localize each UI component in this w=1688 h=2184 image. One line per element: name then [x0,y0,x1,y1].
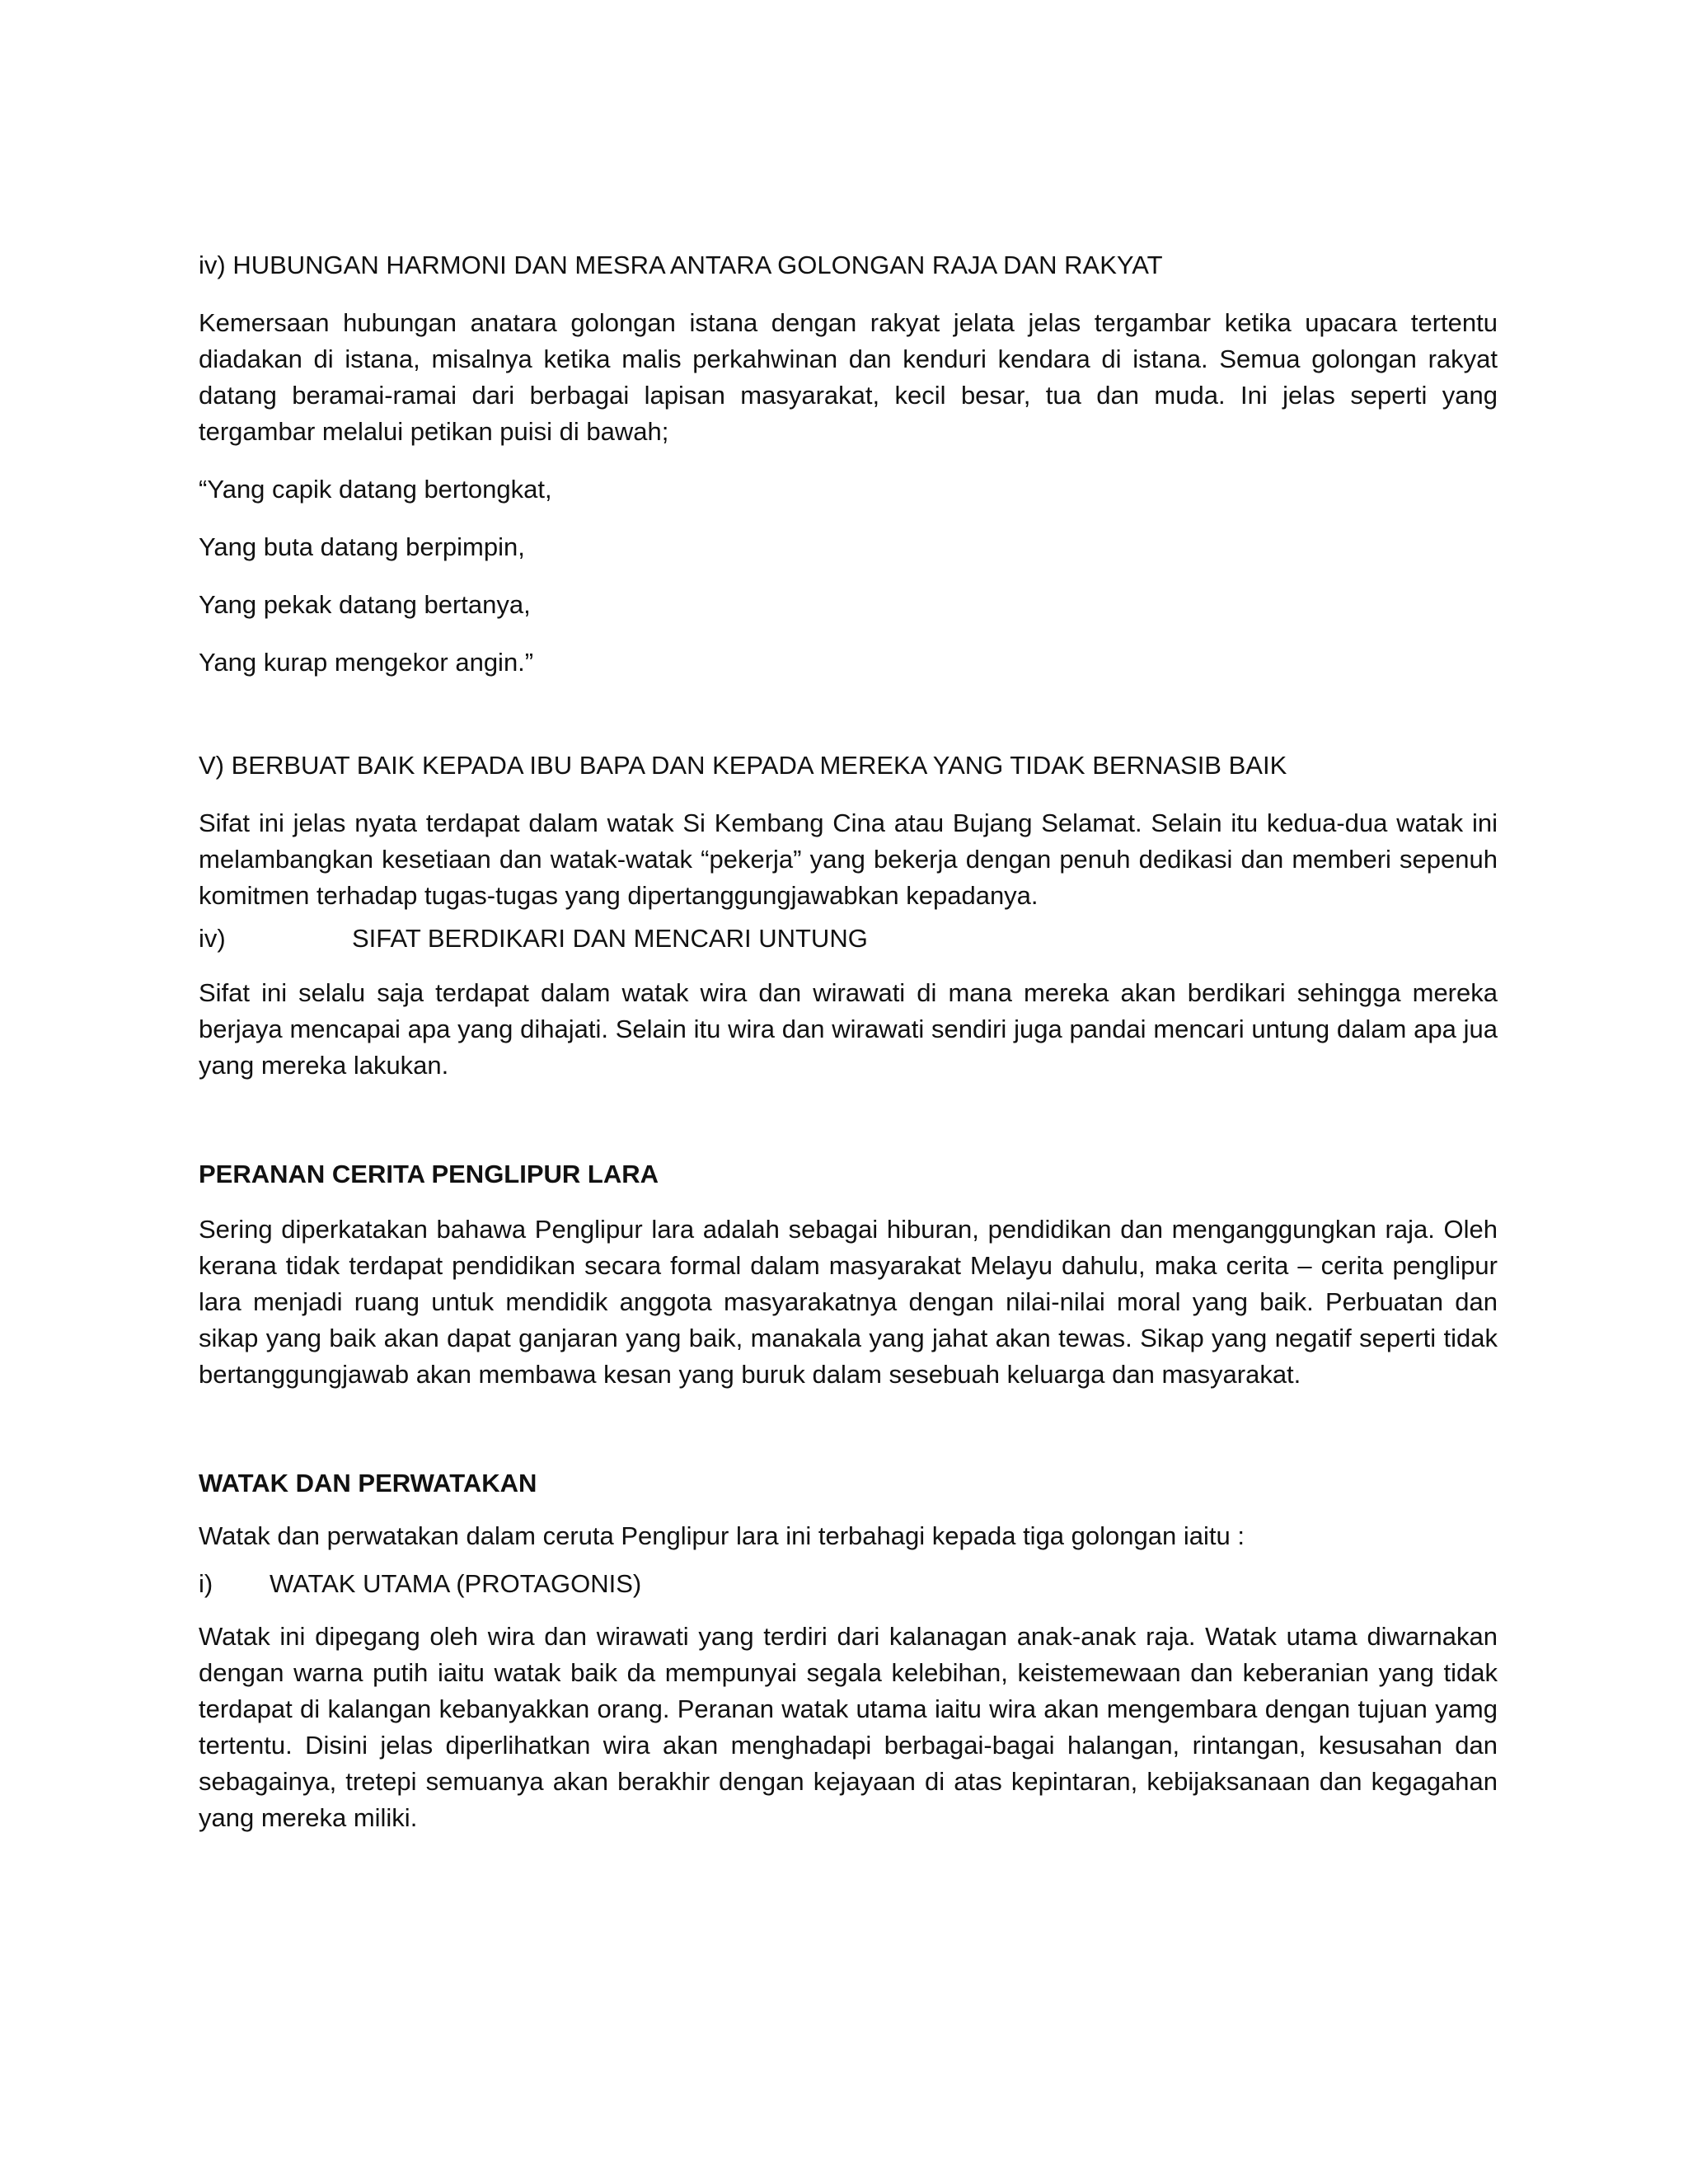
poem-line-3: Yang pekak datang bertanya, [199,590,531,619]
section-heading-watak: WATAK DAN PERWATAKAN [199,1469,537,1497]
paragraph-berbuat-baik: Sifat ini jelas nyata terdapat dalam watak Si Kembang Cina atau Bujang Selamat. Selain itu kedua-dua watak ini melambangkan kesetiaan dan watak-watak “pekerja” yang bekerja dengan penuh dedikasi dan memberi sepenuh komitmen terhadap tugas-tugas yang dipertanggungjawabkan kepadanya. [199,808,1498,910]
paragraph-sifat-berdikari: Sifat ini selalu saja terdapat dalam watak wira dan wirawati di mana mereka akan berdikari sehingga mereka berjaya mencapai apa yang dihajati. Selain itu wira dan wirawati sendiri juga pandai mencari untung dalam apa jua yang mereka lakukan. [199,978,1498,1080]
section-heading-sifat-berdikari [199,921,1498,957]
document-page [199,247,1498,1836]
poem-line-4: Yang kurap mengekor angin.” [199,648,534,677]
paragraph-watak-utama: Watak ini dipegang oleh wira dan wirawati yang terdiri dari kalanagan anak-anak raja. Watak utama diwarnakan dengan warna putih iaitu watak baik da mempunyai segala kelebihan, keistemewaan dan keberanian yang tidak terdapat di kalangan kebanyakkan orang. Peranan watak utama iaitu wira akan mengembara dengan tujuan yamg tertentu. Disini jelas diperlihatkan wira akan menghadapi berbagai-bagai halangan, rintangan, kesusahan dan sebagainya, tretepi semuanya akan berakhir dengan kejayaan di atas kepintaran, kebijaksanaan dan kegagahan yang mereka miliki. [199,1622,1498,1832]
section-heading-peranan: PERANAN CERITA PENGLIPUR LARA [199,1160,659,1188]
paragraph-hubungan-harmoni: Kemersaan hubungan anatara golongan istana dengan rakyat jelata jelas tergambar ketika upacara tertentu diadakan di istana, misalnya ketika malis perkahwinan dan kenduri kendara di istana. Semua golongan rakyat datang beramai-ramai dari berbagai lapisan masyarakat, kecil besar, tua dan muda. Ini jelas seperti yang tergambar melalui petikan puisi di bawah; [199,308,1498,446]
section-heading-berbuat-baik: V) BERBUAT BAIK KEPADA IBU BAPA DAN KEPADA MEREKA YANG TIDAK BERNASIB BAIK [199,751,1287,780]
list-heading-text: SIFAT BERDIKARI DAN MENCARI UNTUNG [352,924,868,953]
paragraph-watak: Watak dan perwatakan dalam ceruta Penglipur lara ini terbahagi kepada tiga golongan iaitu : [199,1521,1245,1550]
paragraph-peranan: Sering diperkatakan bahawa Penglipur lara adalah sebagai hiburan, pendidikan dan menganggungkan raja. Oleh kerana tidak terdapat pendidikan secara formal dalam masyarakat Melayu dahulu, maka cerita – cerita penglipur lara menjadi ruang untuk mendidik anggota masyarakatnya dengan nilai-nilai moral yang baik. Perbuatan dan sikap yang baik akan dapat ganjaran yang baik, manakala yang jahat akan tewas. Sikap yang negatif seperti tidak bertanggungjawab akan membawa kesan yang buruk dalam sesebuah keluarga dan masyarakat. [199,1215,1498,1389]
list-heading-text: WATAK UTAMA (PROTAGONIS) [270,1569,642,1598]
list-number: i) [199,1569,213,1598]
poem-line-1: “Yang capik datang bertongkat, [199,475,552,504]
section-heading-hubungan-harmoni: iv) HUBUNGAN HARMONI DAN MESRA ANTARA GOLONGAN RAJA DAN RAKYAT [199,251,1163,279]
list-number: iv) [199,924,226,953]
section-heading-watak-utama [199,1566,1498,1602]
poem-line-2: Yang buta datang berpimpin, [199,532,525,561]
